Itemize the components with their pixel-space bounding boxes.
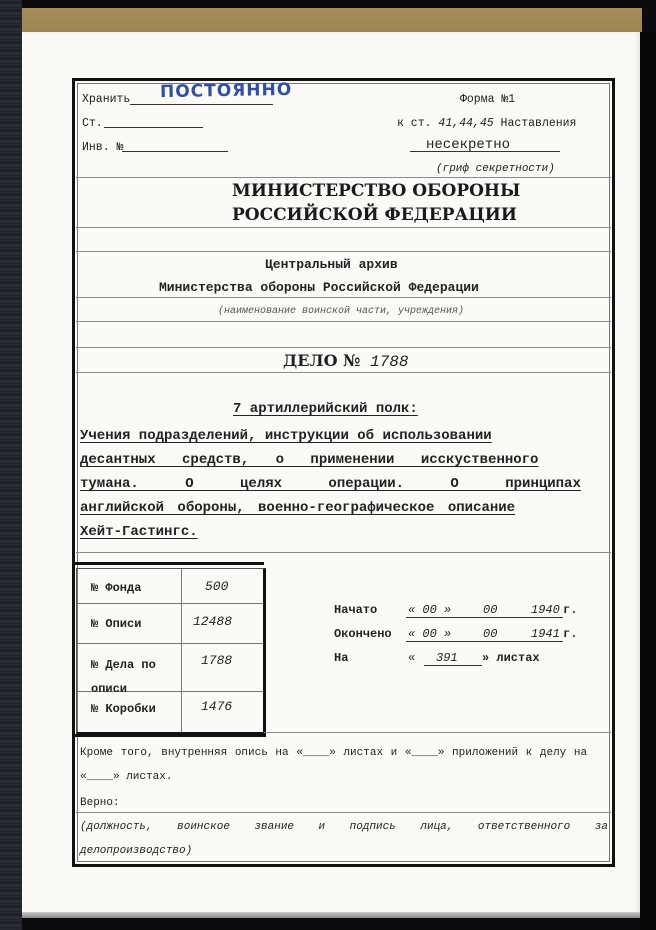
fund-value: 500 — [205, 579, 229, 594]
verified-label: Верно: — [80, 797, 120, 809]
subject-text: английской обороны, военно-географическое описание — [80, 500, 516, 516]
sheets-open-quote: « — [408, 651, 416, 665]
started-month: 00 — [483, 603, 498, 617]
ref-prefix: к ст. — [397, 117, 432, 130]
started-year: 1940 — [531, 603, 560, 617]
subject-text: десантных средств, о применении исскуственного — [80, 452, 539, 468]
case-in-inventory-label: № Дела по описи — [91, 658, 156, 696]
case-number — [283, 351, 408, 371]
ended-month: 00 — [483, 627, 498, 641]
divider — [76, 552, 611, 553]
started-underline — [406, 617, 563, 618]
subject-line — [80, 472, 608, 496]
subject-text: тумана. О целях операции. О принципах — [80, 476, 581, 492]
sheets-value: 391 — [436, 651, 458, 665]
ref-articles: 41,44,45 — [438, 117, 494, 130]
started-day: « 00 » — [408, 603, 452, 617]
archive-line-1: Центральный архив — [265, 257, 398, 272]
case-in-inventory-value: 1788 — [201, 653, 233, 668]
article-underline — [104, 127, 203, 128]
box-label: № Коробки — [91, 702, 156, 716]
box-value: 1476 — [201, 699, 233, 714]
sheets-suffix: » листах — [482, 651, 540, 665]
permanent-stamp: ПОСТОЯННО — [159, 79, 293, 103]
additional-sheets-text: «____» листах. — [80, 771, 173, 783]
sheets-label: На — [334, 651, 349, 665]
secrecy-underline — [410, 151, 560, 152]
inventory-underline — [122, 151, 228, 152]
ended-underline — [406, 641, 563, 642]
subject-line — [80, 520, 608, 544]
secrecy-value: несекретно — [426, 137, 511, 153]
ended-label: Окончено — [334, 627, 392, 641]
paper-edge — [22, 912, 640, 918]
divider — [76, 321, 611, 322]
table-column-divider — [181, 569, 182, 732]
divider — [76, 347, 611, 348]
divider — [76, 227, 611, 228]
subject-text: Учения подразделений, инструкции об использовании — [80, 428, 492, 444]
article-reference — [397, 117, 576, 130]
ministry-line-2: РОССИЙСКОЙ ФЕДЕРАЦИИ — [232, 205, 517, 225]
form-number: Форма №1 — [460, 93, 516, 106]
table-bottom-bar — [74, 734, 266, 737]
scan-border — [640, 32, 656, 930]
ended-year: 1941 — [531, 627, 560, 641]
divider — [264, 732, 611, 733]
table-row-divider — [77, 603, 263, 604]
divider — [76, 177, 611, 178]
ref-suffix: Наставления — [500, 117, 577, 130]
inventory-label: Инв. № — [82, 141, 124, 154]
ministry-line-1: МИНИСТЕРСТВО ОБОРОНЫ — [232, 181, 521, 201]
subject-line — [80, 424, 608, 448]
sheets-underline — [424, 665, 482, 666]
responsible-caption: (должность, воинское звание и подпись лица, ответственного за — [80, 821, 608, 833]
table-row-divider — [77, 643, 263, 644]
inventory-list-value: 12488 — [193, 614, 233, 629]
divider — [76, 812, 611, 813]
table-top-bar — [74, 562, 264, 565]
subject-text: Хейт-Гастингс. — [80, 524, 198, 540]
cardboard-backing — [22, 8, 642, 34]
inventory-list-label: № Описи — [91, 617, 142, 631]
keep-label: Хранить — [82, 93, 131, 106]
subject-line — [80, 448, 608, 472]
divider — [76, 251, 611, 252]
keep-underline — [130, 104, 273, 105]
divider — [76, 297, 611, 298]
secrecy-caption: (гриф секретности) — [436, 163, 555, 175]
started-year-suffix: г. — [563, 603, 578, 617]
case-label: ДЕЛО № — [283, 351, 361, 370]
archive-numbers-table — [76, 568, 266, 735]
ended-year-suffix: г. — [563, 627, 578, 641]
additional-inventory-text: Кроме того, внутренняя опись на «____» листах и «____» приложений к делу на — [80, 747, 588, 759]
unit-name: 7 артиллерийский полк: — [233, 401, 418, 417]
subject-line — [80, 496, 608, 520]
article-label: Ст. — [82, 117, 103, 130]
archive-line-2: Министерства обороны Российской Федерации — [159, 280, 479, 295]
started-label: Начато — [334, 603, 378, 617]
divider — [76, 372, 611, 373]
responsible-caption-2: делопроизводство) — [80, 845, 193, 857]
archive-caption: (наименование воинской части, учреждения) — [218, 306, 465, 317]
ended-day: « 00 » — [408, 627, 452, 641]
case-number-value: 1788 — [370, 353, 409, 371]
fund-label: № Фонда — [91, 581, 142, 595]
binder-spine — [0, 0, 22, 930]
